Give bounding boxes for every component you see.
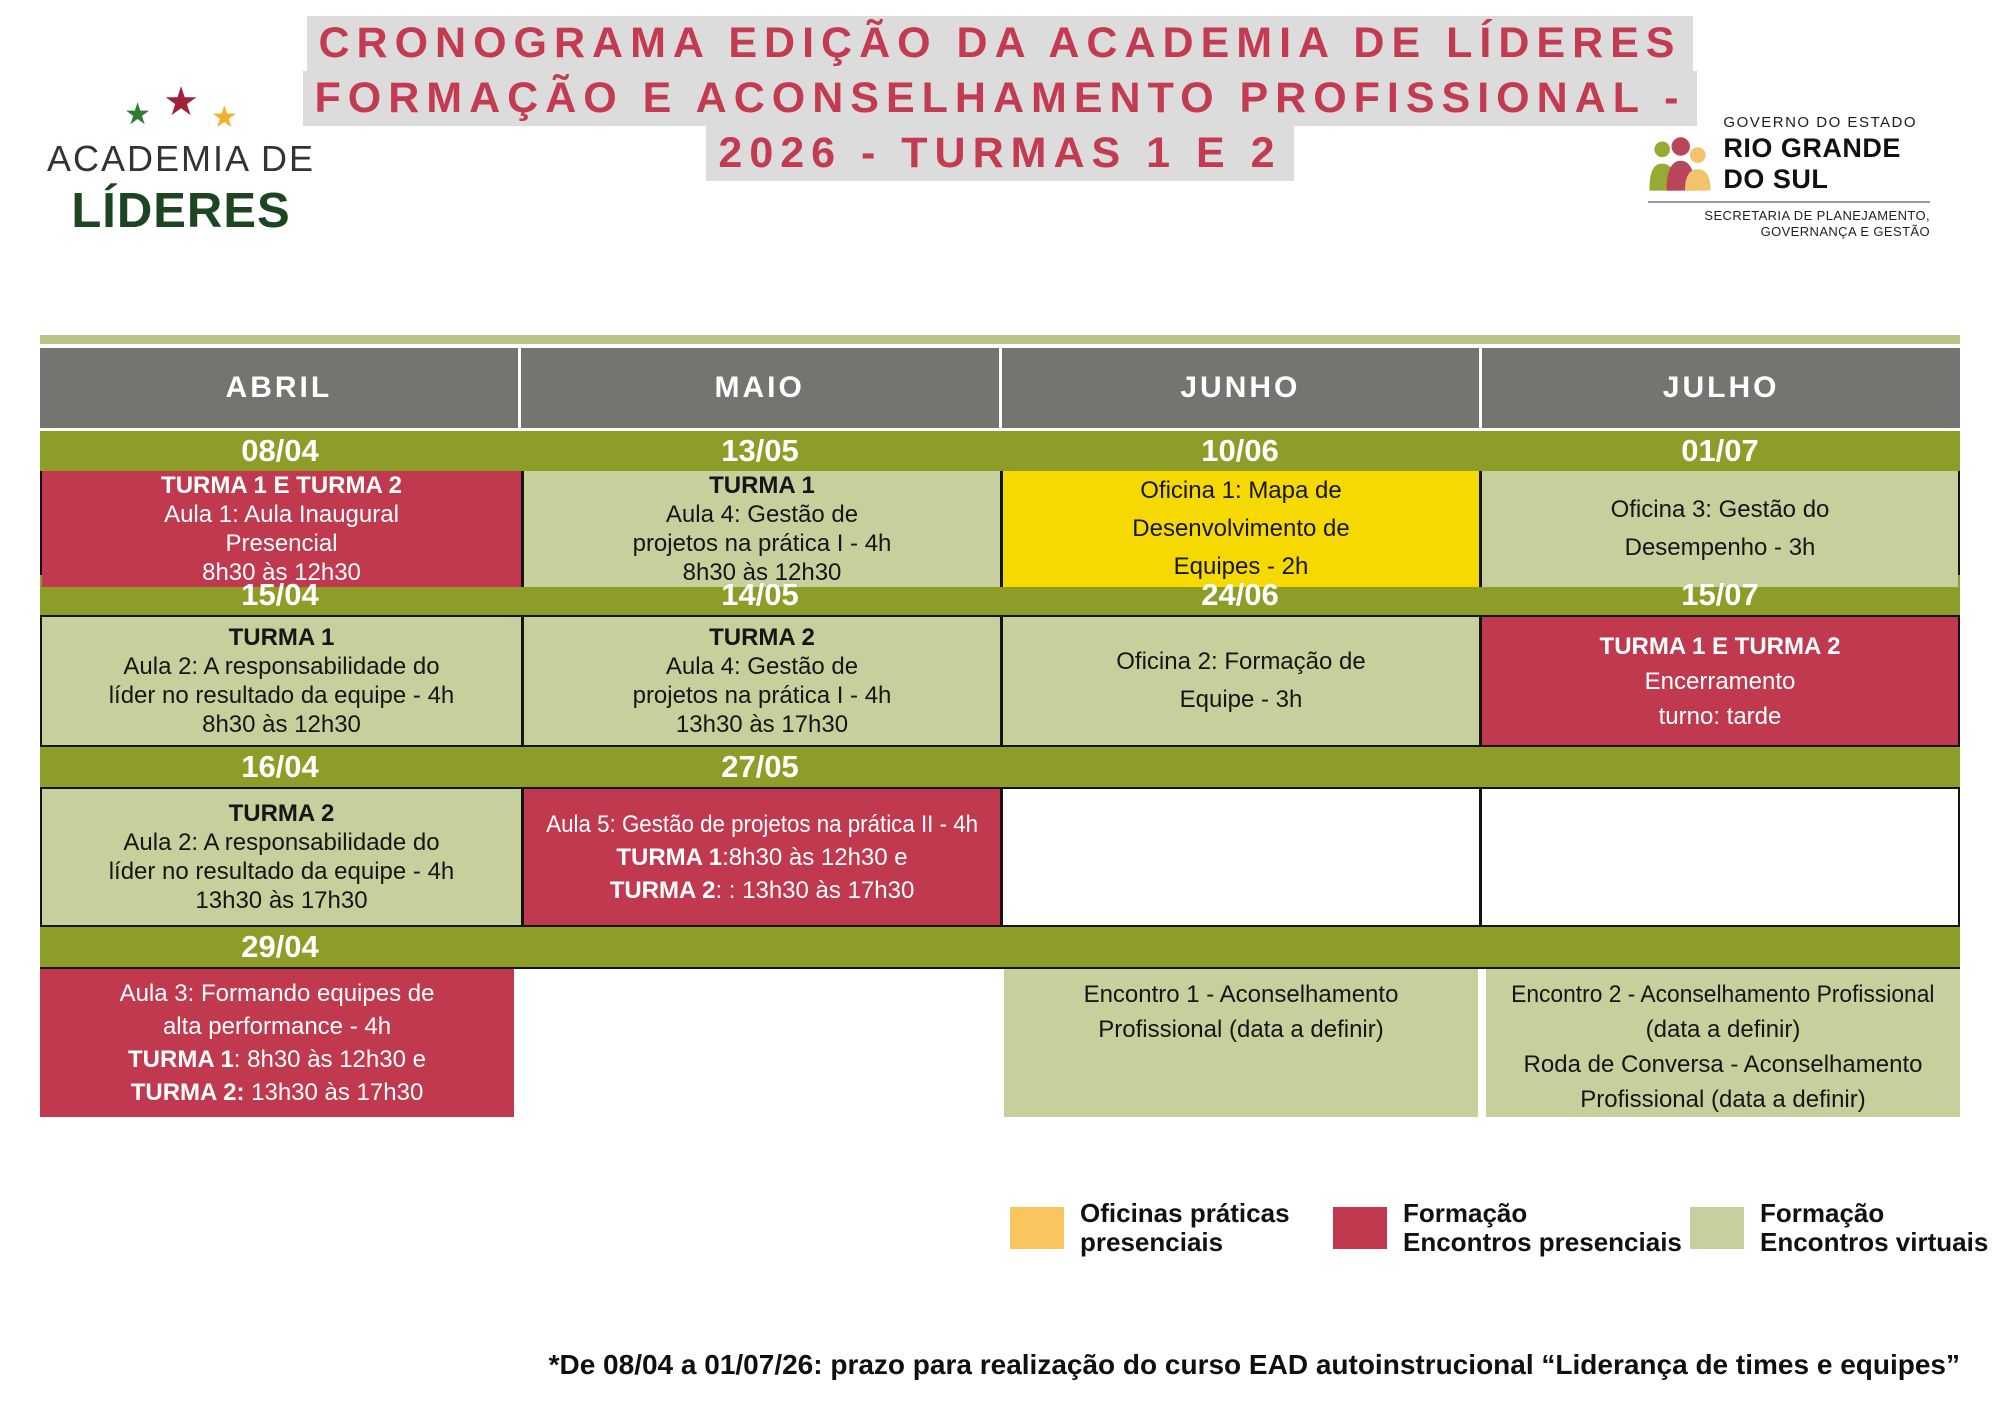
star-gold-icon: ★ xyxy=(210,101,238,134)
cell-aula2-turma2 xyxy=(42,789,521,925)
gov-secretaria-line-1: SECRETARIA DE PLANEJAMENTO, xyxy=(1704,208,1930,223)
title-line-2: FORMAÇÃO E ACONSELHAMENTO PROFISSIONAL - xyxy=(303,71,1698,126)
logo-text-academia-de: ACADEMIA DE xyxy=(46,138,316,179)
cell-line: TURMA 1 xyxy=(709,472,815,499)
date-row-4 xyxy=(40,927,1960,967)
month-header-abril: ABRIL xyxy=(40,348,518,428)
date-01-07: 01/07 xyxy=(1681,433,1759,468)
cell-line: Roda de Conversa - Aconselhamento xyxy=(1523,1051,1923,1078)
cell-line: projetos na prática I - 4h xyxy=(632,530,892,557)
cell-line: Desenvolvimento de xyxy=(1132,515,1350,542)
cell-line: TURMA 2 xyxy=(228,800,335,827)
month-header-junho: JUNHO xyxy=(1002,348,1480,428)
cell-line xyxy=(616,841,907,874)
cell-encerramento xyxy=(1479,617,1958,745)
cell-line: 13h30 às 17h30 xyxy=(675,711,849,738)
schedule-table xyxy=(40,335,1960,1111)
cell-line: Presencial xyxy=(225,530,338,557)
cell-empty xyxy=(522,969,996,1117)
cell-line: Encontro 2 - Aconselhamento Profissional xyxy=(1511,981,1935,1008)
cell-line: líder no resultado da equipe - 4h xyxy=(108,858,455,885)
cell-oficina3 xyxy=(1479,471,1958,587)
date-15-04: 15/04 xyxy=(241,577,319,612)
date-empty xyxy=(1000,927,1480,967)
cell-line-bold: TURMA 2 xyxy=(609,876,716,904)
cell-line: Oficina 2: Formação de xyxy=(1116,648,1366,675)
cell-line-bold: TURMA 1 xyxy=(616,843,723,871)
cell-line: Aula 5: Gestão de projetos na prática II - 4h xyxy=(546,810,978,838)
month-header-row xyxy=(40,348,1960,428)
cell-line: Aula 4: Gestão de xyxy=(665,653,859,680)
gov-line-rio-grande: RIO GRANDE DO SUL xyxy=(1723,133,1901,194)
cell-aula2-turma1 xyxy=(42,617,521,745)
cell-line: TURMA 1 E TURMA 2 xyxy=(161,472,402,499)
cell-line-text: :8h30 às 12h30 e xyxy=(722,843,908,871)
cell-line: Aula 3: Formando equipes de xyxy=(119,980,435,1007)
date-row-3 xyxy=(40,747,1960,787)
cell-line: Oficina 3: Gestão do xyxy=(1610,496,1830,523)
cell-line: 8h30 às 12h30 xyxy=(202,559,361,586)
date-empty xyxy=(1480,747,1960,787)
star-green-icon: ★ xyxy=(124,98,152,131)
cell-line: Aula 4: Gestão de xyxy=(665,501,859,528)
cell-line: projetos na prática I - 4h xyxy=(632,682,892,709)
content-row-2 xyxy=(40,615,1960,747)
cell-empty xyxy=(1000,789,1479,925)
date-14-05: 14/05 xyxy=(721,577,799,612)
cell-line: turno: tarde xyxy=(1658,702,1782,730)
cell-line: líder no resultado da equipe - 4h xyxy=(108,682,455,709)
legend-label: Formação xyxy=(1760,1198,1885,1228)
date-row-2 xyxy=(40,575,1960,615)
footnote-ead: *De 08/04 a 01/07/26: prazo para realização do curso EAD autoinstrucional “Liderança de times e equipes” xyxy=(548,1349,1960,1380)
cell-line: 8h30 às 12h30 xyxy=(202,711,361,738)
content-row-1 xyxy=(40,471,1960,586)
people-silhouettes-icon xyxy=(1648,133,1713,197)
cell-encontro2 xyxy=(1486,969,1960,1117)
date-15-07: 15/07 xyxy=(1681,577,1759,612)
logo-text-lideres: LÍDERES xyxy=(71,184,291,238)
date-24-06: 24/06 xyxy=(1201,577,1279,612)
legend-swatch-green xyxy=(1690,1207,1744,1249)
cell-aula1-inaugural xyxy=(42,471,521,587)
cell-line xyxy=(128,1043,426,1076)
date-16-04: 16/04 xyxy=(241,749,319,784)
gov-divider xyxy=(1648,201,1930,203)
date-08-04: 08/04 xyxy=(241,433,319,468)
cell-line-text: 13h30 às 17h30 xyxy=(244,1079,424,1106)
cell-aula4-turma1 xyxy=(521,471,1000,587)
cell-line: TURMA 1 xyxy=(228,624,335,651)
cell-line: TURMA 1 E TURMA 2 xyxy=(1599,632,1841,660)
date-empty xyxy=(1480,927,1960,967)
date-empty xyxy=(1000,747,1480,787)
cell-line: Equipe - 3h xyxy=(1179,686,1303,713)
date-empty xyxy=(520,927,1000,967)
cell-line-bold: TURMA 1 xyxy=(128,1046,234,1073)
cell-oficina2 xyxy=(1000,617,1479,745)
cell-line: TURMA 2 xyxy=(709,624,815,651)
cell-line: Oficina 1: Mapa de xyxy=(1140,477,1342,504)
date-row-1 xyxy=(40,431,1960,471)
cell-line: Encerramento xyxy=(1644,667,1796,695)
top-accent-strip xyxy=(40,335,1960,344)
date-29-04: 29/04 xyxy=(241,929,319,964)
cell-line: Profissional (data a definir) xyxy=(1580,1086,1866,1113)
cell-oficina1 xyxy=(1000,471,1479,587)
date-13-05: 13/05 xyxy=(721,433,799,468)
legend-item-virtuais xyxy=(1690,1199,1988,1257)
cell-encontro1 xyxy=(1004,969,1478,1117)
cell-line: (data a definir) xyxy=(1645,1016,1801,1043)
cell-line: 13h30 às 17h30 xyxy=(195,887,368,914)
cell-line: Profissional (data a definir) xyxy=(1098,1016,1384,1043)
cell-line: 8h30 às 12h30 xyxy=(682,559,842,586)
cell-line: Equipes - 2h xyxy=(1173,553,1309,580)
legend-label: presenciais xyxy=(1080,1227,1224,1257)
legend-label: Encontros presenciais xyxy=(1403,1227,1682,1257)
legend-label: Oficinas práticas xyxy=(1080,1198,1290,1228)
content-row-3 xyxy=(40,787,1960,927)
legend-swatch-red xyxy=(1333,1207,1387,1249)
cell-aula4-turma2 xyxy=(521,617,1000,745)
month-header-maio: MAIO xyxy=(521,348,999,428)
month-header-julho: JULHO xyxy=(1482,348,1960,428)
cell-line xyxy=(131,1076,424,1109)
legend-label: Formação xyxy=(1403,1198,1528,1228)
cell-line: Aula 2: A responsabilidade do xyxy=(123,829,440,856)
cell-line: Encontro 1 - Aconselhamento xyxy=(1083,981,1399,1008)
cell-aula5 xyxy=(521,789,1000,925)
title-line-1: CRONOGRAMA EDIÇÃO DA ACADEMIA DE LÍDERES xyxy=(307,16,1694,71)
governo-rs-logo xyxy=(1648,114,1930,240)
content-row-4 xyxy=(40,967,1960,1111)
legend-item-oficinas xyxy=(1010,1199,1290,1257)
cell-line: Desempenho - 3h xyxy=(1624,534,1816,561)
star-red-icon: ★ xyxy=(163,80,199,124)
legend-item-presenciais xyxy=(1333,1199,1682,1257)
title-line-3: 2026 - TURMAS 1 E 2 xyxy=(706,126,1293,181)
date-10-06: 10/06 xyxy=(1201,433,1279,468)
legend-label: Encontros virtuais xyxy=(1760,1227,1989,1257)
date-27-05: 27/05 xyxy=(721,749,799,784)
cell-line-bold: TURMA 2: xyxy=(130,1079,245,1106)
cell-empty xyxy=(1479,789,1958,925)
legend-swatch-orange xyxy=(1010,1207,1064,1249)
cell-line: alta performance - 4h xyxy=(162,1013,392,1040)
cell-line-text: : 8h30 às 12h30 e xyxy=(233,1046,426,1073)
cell-line: Aula 1: Aula Inaugural xyxy=(164,501,399,528)
cell-aula3 xyxy=(40,969,514,1117)
cell-line xyxy=(610,874,915,907)
cell-line-text: : : 13h30 às 17h30 xyxy=(715,876,915,904)
gov-line-estado: GOVERNO DO ESTADO xyxy=(1723,114,1917,131)
cell-line: Aula 2: A responsabilidade do xyxy=(123,653,440,680)
gov-secretaria-line-2: GOVERNANÇA E GESTÃO xyxy=(1760,224,1930,239)
